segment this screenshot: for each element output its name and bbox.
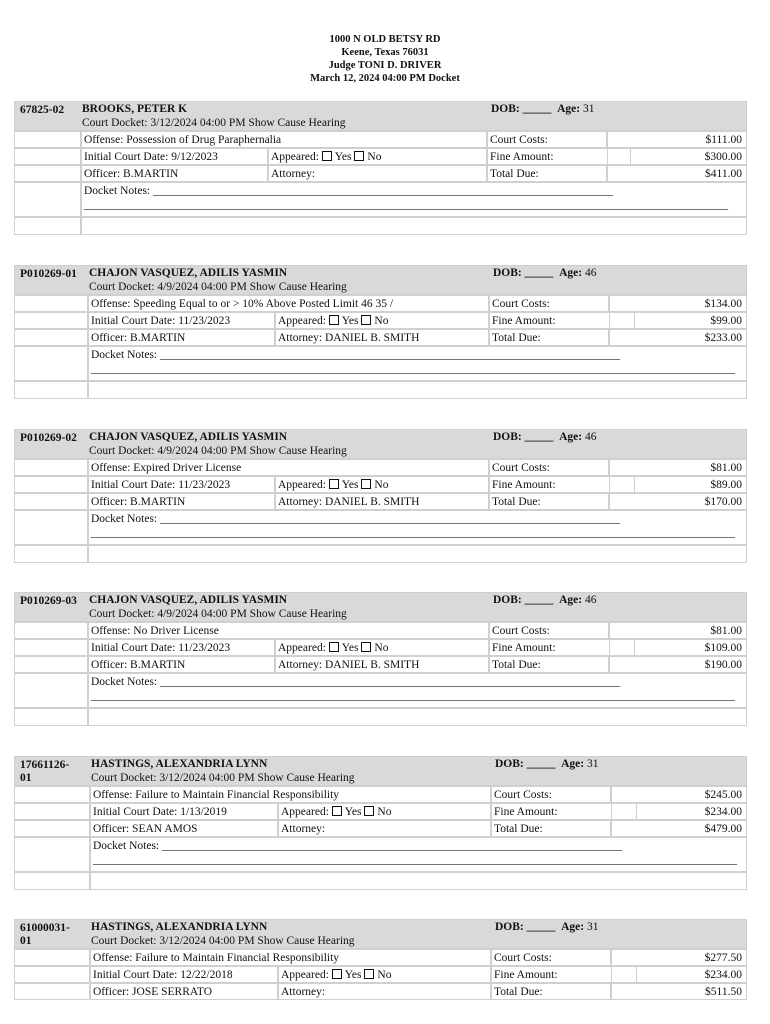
initial-court-date: Initial Court Date: 11/23/2023: [88, 476, 275, 493]
lead-cell: [14, 346, 88, 381]
docket-header: [0, 33, 770, 85]
age-label: Age:: [559, 431, 583, 443]
court-city: Keene, Texas 76031: [341, 47, 429, 58]
dob-age: [493, 594, 597, 606]
docket-notes[interactable]: [81, 182, 747, 217]
docket-notes-row: [14, 510, 747, 545]
age-label: Age:: [557, 103, 581, 115]
initial-date-row: [14, 803, 747, 820]
officer-row: [14, 656, 747, 673]
case-entry: [14, 265, 747, 399]
court-costs-value: $81.00: [609, 622, 747, 639]
fine-amount-value: $300.00: [607, 148, 747, 165]
docket-notes-line: Docket Notes: ________________________________________________________________________________: [93, 840, 622, 852]
court-docket: Court Docket: 4/9/2024 04:00 PM Show Cause Hearing: [89, 445, 347, 457]
lead-cell: [14, 656, 88, 673]
total-due-value: $190.00: [609, 656, 747, 673]
appeared-label: Appeared:: [281, 806, 329, 818]
appeared-label: Appeared:: [281, 969, 329, 981]
dob-label: DOB: _____: [493, 594, 554, 606]
case-entry: [14, 919, 747, 1000]
lead-cell: [14, 820, 90, 837]
officer: Officer: JOSE SERRATO: [90, 983, 278, 1000]
fine-amount-value: $234.00: [611, 966, 747, 983]
appeared-label: Appeared:: [278, 642, 326, 654]
officer-row: [14, 493, 747, 510]
offense-row: [14, 131, 747, 148]
fine-amount-label: Fine Amount:: [489, 639, 635, 656]
appeared-field: [275, 312, 489, 329]
fine-amount-label: Fine Amount:: [489, 312, 635, 329]
age-label: Age:: [561, 921, 585, 933]
yes-label: Yes: [344, 806, 362, 818]
fine-amount-value: $89.00: [609, 476, 747, 493]
case-heading-row: [14, 101, 747, 131]
blank-cell: [88, 545, 747, 563]
total-due-label: Total Due:: [487, 165, 607, 182]
lead-cell: [14, 165, 81, 182]
court-docket: Court Docket: 4/9/2024 04:00 PM Show Cause Hearing: [89, 281, 347, 293]
lead-cell: [14, 949, 90, 966]
judge-name: Judge TONI D. DRIVER: [328, 60, 442, 71]
offense: Offense: Expired Driver License: [88, 459, 489, 476]
court-costs-label: Court Costs:: [489, 622, 609, 639]
defendant-name: CHAJON VASQUEZ, ADILIS YASMIN: [89, 431, 288, 443]
no-label: No: [374, 479, 389, 491]
court-costs-value: $134.00: [609, 295, 747, 312]
attorney: Attorney: DANIEL B. SMITH: [275, 329, 489, 346]
total-due-value: $511.50: [611, 983, 747, 1000]
fine-amount-value: $234.00: [611, 803, 747, 820]
blank-cell: [88, 708, 747, 726]
case-heading-row: [14, 919, 747, 949]
court-costs-value: $277.50: [611, 949, 747, 966]
appeared-field: [275, 476, 489, 493]
age-value: 31: [583, 103, 595, 115]
checkbox-no[interactable]: [361, 479, 371, 489]
lead-cell: [14, 966, 90, 983]
checkbox-no[interactable]: [364, 969, 374, 979]
court-costs-label: Court Costs:: [491, 786, 611, 803]
docket-notes-line: ________________________________________________________________________________________________________________: [93, 854, 737, 866]
dob-label: DOB: _____: [493, 431, 554, 443]
dob-age: [495, 921, 599, 933]
officer: Officer: B.MARTIN: [88, 493, 275, 510]
dob-label: DOB: _____: [493, 267, 554, 279]
blank-row: [14, 708, 747, 726]
case-number: 61000031-01: [20, 922, 70, 947]
case-heading-row: [14, 429, 747, 459]
dob-age: [495, 758, 599, 770]
dob-age: [493, 431, 597, 443]
total-due-label: Total Due:: [491, 983, 611, 1000]
officer-row: [14, 329, 747, 346]
initial-date-row: [14, 312, 747, 329]
no-label: No: [377, 969, 392, 981]
case-number: 17661126-01: [20, 759, 70, 784]
yes-label: Yes: [334, 151, 352, 163]
total-due-value: $233.00: [609, 329, 747, 346]
offense: Offense: Possession of Drug Paraphernalia: [81, 131, 487, 148]
offense-row: [14, 786, 747, 803]
dob-age: [493, 267, 597, 279]
attorney: Attorney: DANIEL B. SMITH: [275, 656, 489, 673]
docket-notes-line: Docket Notes: ________________________________________________________________________________: [91, 349, 620, 361]
docket-notes-line: Docket Notes: ________________________________________________________________________________: [84, 185, 613, 197]
blank-cell: [88, 381, 747, 399]
lead-cell: [14, 673, 88, 708]
initial-date-row: [14, 476, 747, 493]
age-label: Age:: [561, 758, 585, 770]
fine-amount-label: Fine Amount:: [487, 148, 631, 165]
docket-notes-line: Docket Notes: ________________________________________________________________________________: [91, 676, 620, 688]
total-due-label: Total Due:: [491, 820, 611, 837]
docket-date: March 12, 2024 04:00 PM Docket: [310, 73, 460, 84]
dob-label: DOB: _____: [495, 921, 556, 933]
no-label: No: [374, 642, 389, 654]
case-entry: [14, 429, 747, 563]
initial-date-row: [14, 148, 747, 165]
total-due-label: Total Due:: [489, 656, 609, 673]
case-heading-row: [14, 592, 747, 622]
fine-amount-label: Fine Amount:: [491, 966, 637, 983]
lead-cell: [14, 182, 81, 217]
docket-notes-line: ________________________________________________________________________________________________________________: [91, 690, 735, 702]
officer: Officer: SEAN AMOS: [90, 820, 278, 837]
lead-cell: [14, 983, 90, 1000]
court-costs-label: Court Costs:: [487, 131, 607, 148]
total-due-value: $170.00: [609, 493, 747, 510]
initial-date-row: [14, 639, 747, 656]
docket-notes[interactable]: [88, 346, 747, 381]
yes-label: Yes: [344, 969, 362, 981]
case-entry: [14, 592, 747, 726]
checkbox-no[interactable]: [361, 315, 371, 325]
dob-label: DOB: _____: [491, 103, 552, 115]
dob-age: [491, 103, 595, 115]
checkbox-no[interactable]: [354, 151, 364, 161]
attorney: Attorney:: [268, 165, 487, 182]
lead-cell: [14, 803, 90, 820]
court-costs-label: Court Costs:: [489, 295, 609, 312]
docket-notes-line: Docket Notes: ________________________________________________________________________________: [91, 513, 620, 525]
docket-notes[interactable]: [88, 673, 747, 708]
blank-cell: [90, 872, 747, 890]
case-number: P010269-01: [20, 268, 77, 280]
fine-amount-label: Fine Amount:: [491, 803, 637, 820]
no-label: No: [377, 806, 392, 818]
appeared-label: Appeared:: [278, 479, 326, 491]
case-number: P010269-03: [20, 595, 77, 607]
lead-cell: [14, 217, 81, 235]
total-due-label: Total Due:: [489, 329, 609, 346]
defendant-name: HASTINGS, ALEXANDRIA LYNN: [91, 921, 268, 933]
appeared-label: Appeared:: [271, 151, 319, 163]
fine-amount-value: $99.00: [609, 312, 747, 329]
initial-court-date: Initial Court Date: 9/12/2023: [81, 148, 268, 165]
attorney: Attorney: DANIEL B. SMITH: [275, 493, 489, 510]
blank-row: [14, 217, 747, 235]
age-value: 31: [587, 921, 599, 933]
case-entry: [14, 756, 747, 890]
lead-cell: [14, 545, 88, 563]
officer-row: [14, 165, 747, 182]
lead-cell: [14, 786, 90, 803]
defendant-name: BROOKS, PETER K: [82, 103, 188, 115]
docket-notes-line: ________________________________________________________________________________________________________________: [91, 363, 735, 375]
lead-cell: [14, 708, 88, 726]
total-due-label: Total Due:: [489, 493, 609, 510]
docket-notes-row: [14, 346, 747, 381]
officer: Officer: B.MARTIN: [81, 165, 268, 182]
docket-notes-row: [14, 182, 747, 217]
court-costs-label: Court Costs:: [491, 949, 611, 966]
attorney: Attorney:: [278, 983, 491, 1000]
yes-label: Yes: [341, 479, 359, 491]
yes-label: Yes: [341, 315, 359, 327]
lead-cell: [14, 131, 81, 148]
age-value: 46: [585, 594, 597, 606]
defendant-name: CHAJON VASQUEZ, ADILIS YASMIN: [89, 267, 288, 279]
docket-notes-row: [14, 837, 747, 872]
blank-cell: [81, 217, 747, 235]
initial-court-date: Initial Court Date: 1/13/2019: [90, 803, 278, 820]
lead-cell: [14, 312, 88, 329]
blank-row: [14, 545, 747, 563]
initial-court-date: Initial Court Date: 11/23/2023: [88, 639, 275, 656]
docket-notes-line: ________________________________________________________________________________________________________________: [84, 199, 728, 211]
officer-row: [14, 820, 747, 837]
dob-label: DOB: _____: [495, 758, 556, 770]
checkbox-yes[interactable]: [322, 151, 332, 161]
offense-row: [14, 295, 747, 312]
officer: Officer: B.MARTIN: [88, 329, 275, 346]
lead-cell: [14, 329, 88, 346]
checkbox-yes[interactable]: [332, 806, 342, 816]
case-number: 67825-02: [20, 104, 65, 116]
officer: Officer: B.MARTIN: [88, 656, 275, 673]
initial-court-date: Initial Court Date: 12/22/2018: [90, 966, 278, 983]
court-costs-value: $81.00: [609, 459, 747, 476]
court-costs-value: $111.00: [607, 131, 747, 148]
case-number: P010269-02: [20, 432, 77, 444]
offense: Offense: Failure to Maintain Financial Responsibility: [90, 786, 491, 803]
appeared-field: [278, 966, 491, 983]
total-due-value: $479.00: [611, 820, 747, 837]
court-costs-label: Court Costs:: [489, 459, 609, 476]
lead-cell: [14, 459, 88, 476]
appeared-field: [268, 148, 487, 165]
docket-notes[interactable]: [88, 510, 747, 545]
age-value: 46: [585, 431, 597, 443]
lead-cell: [14, 476, 88, 493]
case-heading-row: [14, 756, 747, 786]
lead-cell: [14, 381, 88, 399]
offense-row: [14, 622, 747, 639]
court-docket: Court Docket: 3/12/2024 04:00 PM Show Cause Hearing: [91, 935, 355, 947]
defendant-name: HASTINGS, ALEXANDRIA LYNN: [91, 758, 268, 770]
docket-notes[interactable]: [90, 837, 747, 872]
officer-row: [14, 983, 747, 1000]
offense: Offense: Speeding Equal to or > 10% Above Posted Limit 46 35 /: [88, 295, 489, 312]
lead-cell: [14, 295, 88, 312]
defendant-name: CHAJON VASQUEZ, ADILIS YASMIN: [89, 594, 288, 606]
court-address: 1000 N OLD BETSY RD: [329, 34, 441, 45]
no-label: No: [374, 315, 389, 327]
fine-amount-label: Fine Amount:: [489, 476, 635, 493]
age-label: Age:: [559, 267, 583, 279]
offense-row: [14, 949, 747, 966]
case-entry: [14, 101, 747, 235]
blank-row: [14, 381, 747, 399]
offense: Offense: Failure to Maintain Financial Responsibility: [90, 949, 491, 966]
checkbox-no[interactable]: [361, 642, 371, 652]
age-label: Age:: [559, 594, 583, 606]
lead-cell: [14, 493, 88, 510]
initial-court-date: Initial Court Date: 11/23/2023: [88, 312, 275, 329]
lead-cell: [14, 510, 88, 545]
checkbox-yes[interactable]: [329, 479, 339, 489]
court-docket: Court Docket: 3/12/2024 04:00 PM Show Cause Hearing: [82, 117, 346, 129]
appeared-field: [275, 639, 489, 656]
court-costs-value: $245.00: [611, 786, 747, 803]
age-value: 46: [585, 267, 597, 279]
court-docket: Court Docket: 4/9/2024 04:00 PM Show Cause Hearing: [89, 608, 347, 620]
blank-row: [14, 872, 747, 890]
yes-label: Yes: [341, 642, 359, 654]
docket-notes-row: [14, 673, 747, 708]
lead-cell: [14, 622, 88, 639]
checkbox-yes[interactable]: [332, 969, 342, 979]
lead-cell: [14, 148, 81, 165]
offense: Offense: No Driver License: [88, 622, 489, 639]
court-docket: Court Docket: 3/12/2024 04:00 PM Show Cause Hearing: [91, 772, 355, 784]
lead-cell: [14, 639, 88, 656]
total-due-value: $411.00: [607, 165, 747, 182]
lead-cell: [14, 837, 90, 872]
no-label: No: [367, 151, 382, 163]
checkbox-no[interactable]: [364, 806, 374, 816]
docket-notes-line: ________________________________________________________________________________________________________________: [91, 527, 735, 539]
checkbox-yes[interactable]: [329, 315, 339, 325]
initial-date-row: [14, 966, 747, 983]
fine-amount-value: $109.00: [609, 639, 747, 656]
appeared-field: [278, 803, 491, 820]
age-value: 31: [587, 758, 599, 770]
appeared-label: Appeared:: [278, 315, 326, 327]
case-heading-row: [14, 265, 747, 295]
lead-cell: [14, 872, 90, 890]
checkbox-yes[interactable]: [329, 642, 339, 652]
offense-row: [14, 459, 747, 476]
attorney: Attorney:: [278, 820, 491, 837]
